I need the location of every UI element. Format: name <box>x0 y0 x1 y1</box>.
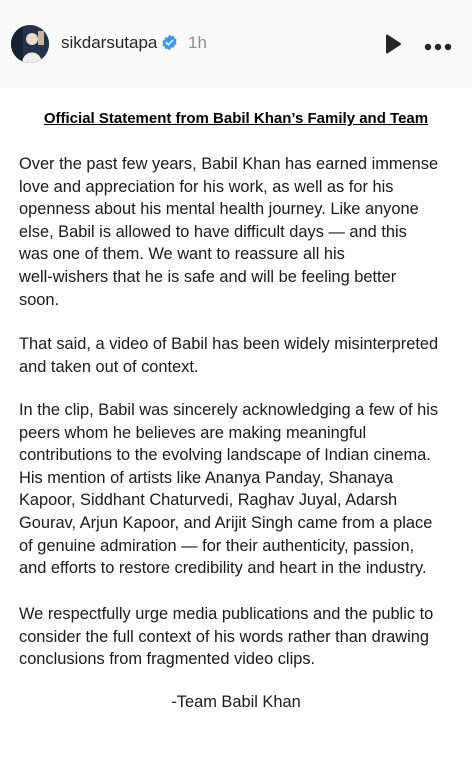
paragraph-line: well-wishers that he is safe and will be feeling better <box>19 267 397 286</box>
paragraph-line: peers whom he believes are making meaningful <box>19 423 367 442</box>
paragraph-line: of genuine admiration — for their authenticity, passion, <box>19 536 415 555</box>
more-icon[interactable] <box>424 39 452 49</box>
paragraph-line: conclusions from fragmented video clips. <box>19 650 316 669</box>
post-time: 1h <box>188 33 207 52</box>
paragraph-line: soon. <box>19 290 60 309</box>
statement-paragraph-1 <box>19 153 459 311</box>
statement-paragraph-2 <box>19 333 459 378</box>
paragraph-line: was one of them. We want to reassure all his <box>19 245 345 264</box>
profile-avatar[interactable] <box>11 25 49 63</box>
paragraph-line: We respectfully urge media publications and the public to <box>19 605 434 623</box>
paragraph-line: His mention of artists like Ananya Panday, Shanaya <box>19 468 394 487</box>
story-header <box>0 0 472 88</box>
paragraph-line: That said, a video of Babil has been widely misinterpreted <box>19 335 439 353</box>
paragraph-line: and efforts to restore credibility and heart in the industry. <box>19 559 427 578</box>
verified-badge-icon <box>161 34 178 51</box>
paragraph-line: love and appreciation for his work, as well as for his <box>19 177 394 196</box>
paragraph-line: consider the full context of his words rather than drawing <box>19 627 429 646</box>
paragraph-line: Kapoor, Siddhant Chaturvedi, Raghav Juyal, Adarsh <box>19 491 398 510</box>
paragraph-line: In the clip, Babil was sincerely acknowledging a few of his <box>19 401 439 419</box>
paragraph-line: contributions to the evolving landscape of Indian cinema. <box>19 446 431 465</box>
statement-paragraph-4 <box>19 603 459 671</box>
paragraph-line: Over the past few years, Babil Khan has earned immense <box>19 155 439 173</box>
paragraph-line: Gourav, Arjun Kapoor, and Arijit Singh came from a place <box>19 513 433 532</box>
paragraph-line: and taken out of context. <box>19 357 199 376</box>
paragraph-line: else, Babil is allowed to have difficult days — and this <box>19 222 407 241</box>
paragraph-line: openness about his mental health journey. Like anyone <box>19 200 419 219</box>
statement-title: Official Statement from Babil Khan’s Family and Team <box>43 110 429 127</box>
statement-paragraph-3 <box>19 399 459 580</box>
username[interactable]: sikdarsutapa <box>61 33 158 52</box>
signature: -Team Babil Khan <box>171 693 301 711</box>
play-icon[interactable] <box>384 34 402 54</box>
